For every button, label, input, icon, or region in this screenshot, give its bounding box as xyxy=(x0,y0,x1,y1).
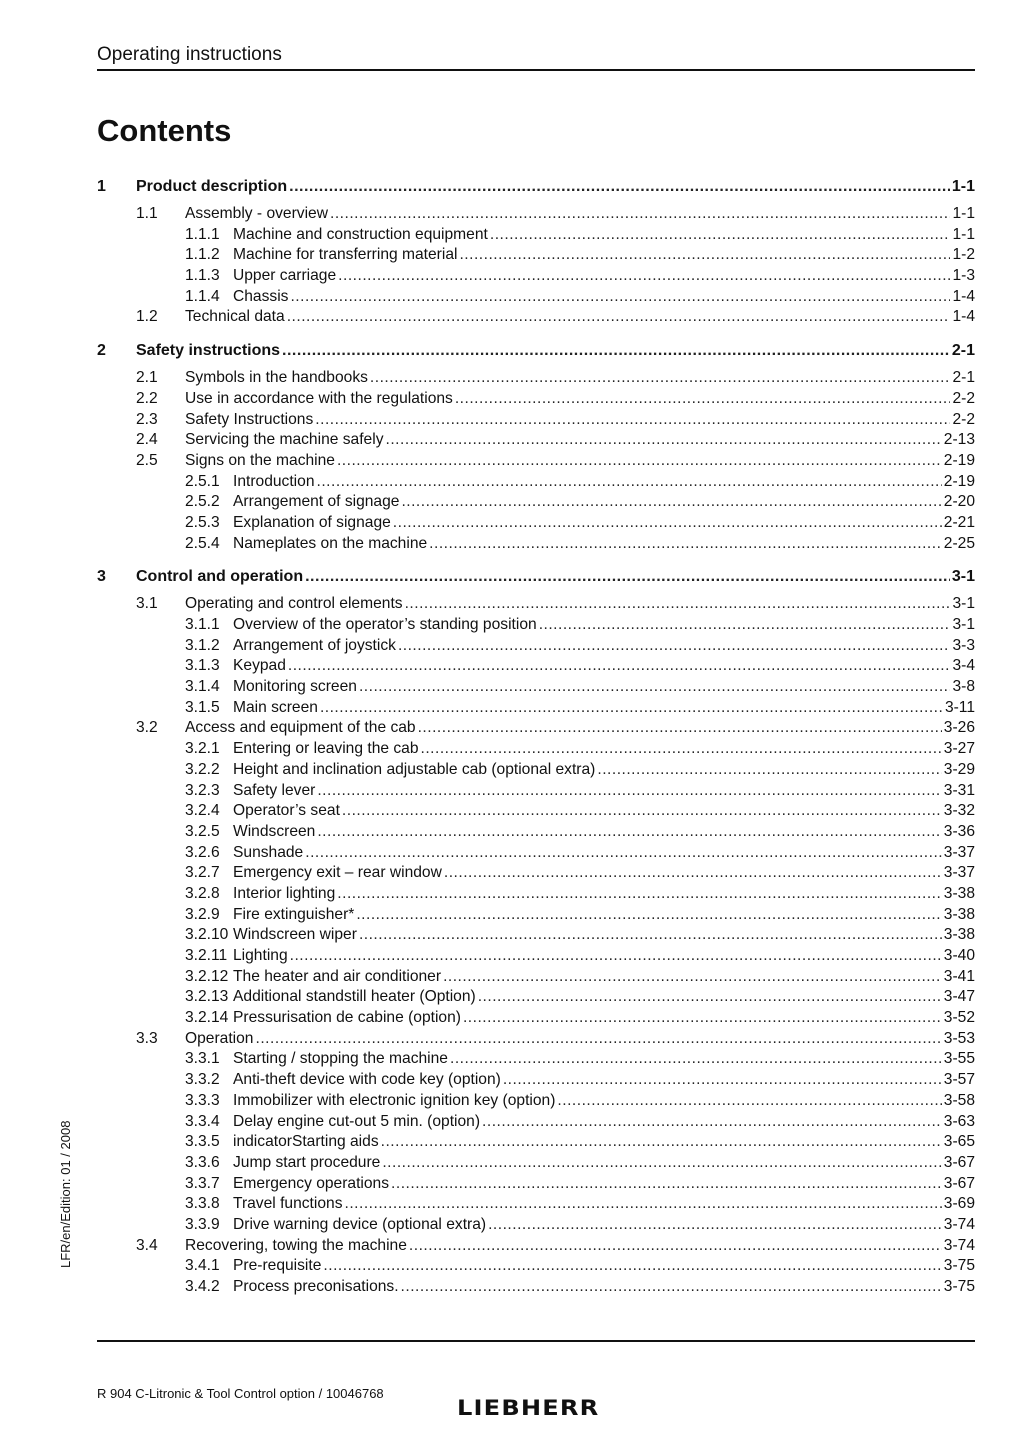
toc-entry-page: 3-36 xyxy=(943,822,975,840)
toc-entry[interactable] xyxy=(97,656,975,677)
toc-entry-page: 3-63 xyxy=(943,1112,975,1130)
toc-entry-number: 3 xyxy=(97,568,106,586)
toc-entry-number: 1.1 xyxy=(136,205,158,222)
toc-chapter-entry[interactable] xyxy=(97,175,975,199)
toc-entry-number: 3.2.14 xyxy=(185,1009,229,1027)
toc-entry-number: 2.5 xyxy=(136,451,158,469)
toc-entry-number: 2.1 xyxy=(136,369,158,387)
toc-dot-leader xyxy=(429,534,942,555)
toc-entry[interactable] xyxy=(97,1194,975,1215)
toc-entry-page: 3-4 xyxy=(952,657,975,675)
toc-dot-leader xyxy=(282,339,950,363)
toc-dot-leader xyxy=(305,565,950,589)
toc-entry-page: 3-8 xyxy=(952,678,975,696)
toc-entry-title: Emergency operations xyxy=(233,1174,390,1192)
toc-entry-number: 2.3 xyxy=(136,410,158,428)
toc-entry-number: 3.3.3 xyxy=(185,1091,220,1109)
toc-entry-title: indicatorStarting aids xyxy=(233,1133,379,1151)
toc-entry-number: 2.5.3 xyxy=(185,513,220,531)
toc-entry-page: 2-25 xyxy=(943,534,975,552)
toc-entry-number: 2.5.4 xyxy=(185,534,220,552)
toc-entry[interactable] xyxy=(97,472,975,493)
toc-entry-number: 1.1.3 xyxy=(185,267,220,285)
toc-entry-number: 3.1.4 xyxy=(185,678,220,696)
toc-entry-number: 3.1.1 xyxy=(185,616,220,633)
toc-entry[interactable] xyxy=(97,905,975,926)
toc-entry-page: 3-55 xyxy=(943,1050,975,1068)
toc-entry-title: Assembly - overview xyxy=(185,205,328,222)
toc-entry-title: Safety Instructions xyxy=(185,410,314,428)
toc-entry-page: 2-1 xyxy=(951,342,975,360)
toc-dot-leader xyxy=(409,1236,942,1257)
toc-entry[interactable] xyxy=(97,843,975,864)
toc-entry-title: Height and inclination adjustable cab (optional extra) xyxy=(233,760,596,778)
toc-entry-number: 3.4.1 xyxy=(185,1257,220,1275)
toc-entry-number: 3.1.3 xyxy=(185,657,220,675)
toc-entry-page: 3-53 xyxy=(943,1029,975,1047)
toc-entry-page: 3-67 xyxy=(943,1153,975,1171)
toc-entry-page: 3-74 xyxy=(943,1236,975,1254)
toc-entry-title: Nameplates on the machine xyxy=(233,534,428,552)
toc-entry[interactable] xyxy=(97,430,975,451)
toc-entry[interactable] xyxy=(97,636,975,657)
toc-entry-title: Product description xyxy=(136,178,288,195)
toc-spacer xyxy=(97,554,975,565)
toc-entry-page: 3-47 xyxy=(943,988,975,1006)
toc-entry-title: Process preconisations. xyxy=(233,1278,399,1295)
toc-entry[interactable] xyxy=(97,1236,975,1257)
toc-entry-number: 3.2.4 xyxy=(185,802,220,820)
toc-entry-title: Main screen xyxy=(233,698,318,716)
toc-entry-number: 1 xyxy=(97,178,106,195)
toc-dot-leader xyxy=(482,1112,942,1133)
toc-dot-leader xyxy=(443,967,942,988)
toc-entry-page: 3-69 xyxy=(943,1195,975,1213)
toc-entry[interactable] xyxy=(97,1091,975,1112)
toc-entry-page: 1-4 xyxy=(952,308,975,326)
toc-entry-title: Windscreen wiper xyxy=(233,926,357,944)
toc-dot-leader xyxy=(356,905,941,926)
toc-entry-page: 2-19 xyxy=(943,451,975,469)
toc-entry-number: 3.2 xyxy=(136,719,158,737)
toc-entry-page: 2-2 xyxy=(952,410,975,428)
toc-entry[interactable] xyxy=(97,1153,975,1174)
toc-entry[interactable] xyxy=(97,368,975,389)
toc-spacer xyxy=(97,328,975,339)
toc-entry-page: 3-26 xyxy=(943,719,975,737)
toc-entry-title: Operating and control elements xyxy=(185,595,403,613)
toc-entry-title: Operator’s seat xyxy=(233,802,340,820)
toc-dot-leader xyxy=(288,656,951,677)
toc-dot-leader xyxy=(342,801,942,822)
toc-entry-number: 1.1.4 xyxy=(185,287,220,305)
toc-dot-leader xyxy=(359,925,942,946)
toc-entry-number: 1.1.2 xyxy=(185,246,220,264)
toc-dot-leader xyxy=(401,1277,942,1298)
toc-entry-title: Entering or leaving the cab xyxy=(233,740,419,758)
toc-entry-number: 3.3.4 xyxy=(185,1112,220,1130)
toc-dot-leader xyxy=(490,225,951,246)
toc-entry-number: 2.5.2 xyxy=(185,493,220,511)
toc-entry-page: 3-74 xyxy=(943,1215,975,1233)
footer-divider xyxy=(97,1340,975,1342)
toc-entry-page: 3-32 xyxy=(943,802,975,820)
toc-entry-page: 3-40 xyxy=(943,947,975,964)
toc-entry-title: Servicing the machine safely xyxy=(185,431,384,449)
toc-entry-number: 3.3.2 xyxy=(185,1071,220,1089)
toc-entry-title: Arrangement of signage xyxy=(233,493,400,511)
toc-entry-number: 1.2 xyxy=(136,308,158,326)
toc-entry[interactable] xyxy=(97,822,975,843)
toc-entry-title: Access and equipment of the cab xyxy=(185,719,416,737)
toc-entry-page: 3-67 xyxy=(943,1174,975,1192)
toc-entry-page: 1-1 xyxy=(951,178,975,195)
toc-entry[interactable] xyxy=(97,1112,975,1133)
toc-dot-leader xyxy=(539,615,951,636)
toc-entry-page: 1-1 xyxy=(952,225,975,243)
toc-entry-title: Control and operation xyxy=(136,568,304,586)
toc-entry-title: Safety lever xyxy=(233,781,316,799)
toc-dot-leader xyxy=(289,175,950,199)
toc-entry-title: Explanation of signage xyxy=(233,513,391,531)
toc-entry[interactable] xyxy=(97,1132,975,1153)
toc-entry-page: 2-19 xyxy=(943,472,975,490)
toc-entry-title: Lighting xyxy=(233,947,288,964)
toc-entry[interactable] xyxy=(97,863,975,884)
toc-dot-leader xyxy=(337,884,942,905)
toc-entry-number: 3.2.6 xyxy=(185,843,220,861)
toc-entry-title: Machine and construction equipment xyxy=(233,225,488,243)
toc-entry-title: Machine for transferring material xyxy=(233,246,458,264)
toc-entry-title: Starting / stopping the machine xyxy=(233,1050,448,1068)
toc-entry-number: 1.1.1 xyxy=(185,225,220,243)
toc-dot-leader xyxy=(255,1029,941,1050)
toc-entry-number: 3.3.5 xyxy=(185,1133,220,1151)
toc-entry-title: Anti-theft device with code key (option) xyxy=(233,1071,501,1089)
toc-entry-number: 3.2.10 xyxy=(185,926,229,944)
toc-dot-leader xyxy=(557,1091,941,1112)
toc-entry-number: 3.2.3 xyxy=(185,781,220,799)
toc-entry-title: Sunshade xyxy=(233,843,304,861)
toc-entry-number: 3.3.7 xyxy=(185,1174,220,1192)
toc-entry[interactable] xyxy=(97,615,975,636)
toc-entry-page: 1-2 xyxy=(952,246,975,264)
toc-dot-leader xyxy=(338,266,950,287)
toc-entry-title: Immobilizer with electronic ignition key (option) xyxy=(233,1091,556,1109)
toc-entry-page: 1-3 xyxy=(952,267,975,285)
toc-dot-leader xyxy=(382,1153,941,1174)
toc-dot-leader xyxy=(478,987,942,1008)
toc-entry-page: 3-29 xyxy=(943,760,975,778)
toc-entry-number: 3.4 xyxy=(136,1236,158,1254)
toc-dot-leader xyxy=(320,698,943,719)
toc-entry-page: 2-2 xyxy=(952,389,975,407)
toc-entry[interactable] xyxy=(97,451,975,472)
toc-entry[interactable] xyxy=(97,739,975,760)
toc-entry-title: Additional standstill heater (Option) xyxy=(233,988,476,1006)
toc-dot-leader xyxy=(315,410,950,431)
toc-dot-leader xyxy=(337,451,942,472)
toc-entry[interactable] xyxy=(97,266,975,287)
toc-entry[interactable] xyxy=(97,1070,975,1091)
toc-entry-page: 3-57 xyxy=(943,1071,975,1089)
toc-entry-title: Fire extinguisher* xyxy=(233,905,355,923)
toc-dot-leader xyxy=(597,760,941,781)
toc-entry-title: Monitoring screen xyxy=(233,678,357,696)
toc-entry-page: 3-38 xyxy=(943,884,975,902)
toc-entry-page: 3-1 xyxy=(952,616,975,633)
toc-entry[interactable] xyxy=(97,225,975,246)
toc-dot-leader xyxy=(330,204,950,225)
toc-entry-page: 3-75 xyxy=(943,1257,975,1275)
toc-entry-page: 3-31 xyxy=(943,781,975,799)
toc-entry-title: Emergency exit – rear window xyxy=(233,864,442,882)
toc-entry-title: Recovering, towing the machine xyxy=(185,1236,407,1254)
toc-entry-page: 2-21 xyxy=(943,513,975,531)
header-divider xyxy=(97,69,975,71)
toc-entry-title: Jump start procedure xyxy=(233,1153,381,1171)
toc-entry[interactable] xyxy=(97,801,975,822)
toc-entry-page: 2-20 xyxy=(943,493,975,511)
toc-dot-leader xyxy=(463,1008,942,1029)
toc-entry[interactable] xyxy=(97,245,975,266)
toc-entry-page: 3-1 xyxy=(951,568,975,586)
liebherr-logo: LIEBHERR xyxy=(457,1396,600,1420)
toc-entry[interactable] xyxy=(97,987,975,1008)
toc-entry-number: 3.2.9 xyxy=(185,905,220,923)
toc-dot-leader xyxy=(317,822,941,843)
toc-entry-number: 3.2.8 xyxy=(185,884,220,902)
toc-dot-leader xyxy=(391,1174,942,1195)
toc-entry-number: 2 xyxy=(97,342,106,360)
toc-entry[interactable] xyxy=(97,594,975,615)
toc-entry-number: 3.2.1 xyxy=(185,740,220,758)
toc-entry-page: 3-3 xyxy=(952,636,975,654)
toc-entry-title: Drive warning device (optional extra) xyxy=(233,1215,487,1233)
toc-entry-page: 3-37 xyxy=(943,864,975,882)
toc-dot-leader xyxy=(290,946,942,967)
toc-dot-leader xyxy=(444,863,942,884)
toc-entry-page: 3-38 xyxy=(943,926,975,944)
toc-dot-leader xyxy=(370,368,951,389)
toc-dot-leader xyxy=(290,287,950,308)
toc-entry[interactable] xyxy=(97,1215,975,1236)
toc-dot-leader xyxy=(386,430,942,451)
toc-dot-leader xyxy=(393,513,942,534)
toc-entry-title: The heater and air conditioner xyxy=(233,967,442,985)
toc-dot-leader xyxy=(305,843,942,864)
toc-entry[interactable] xyxy=(97,1008,975,1029)
toc-dot-leader xyxy=(359,677,951,698)
toc-entry-page: 3-11 xyxy=(944,698,975,716)
toc-entry-page: 1-4 xyxy=(952,287,975,305)
toc-entry-number: 3.3.1 xyxy=(185,1050,220,1068)
toc-entry[interactable] xyxy=(97,718,975,739)
toc-dot-leader xyxy=(455,389,951,410)
toc-entry-page: 3-1 xyxy=(952,595,975,613)
toc-entry-page: 3-37 xyxy=(943,843,975,861)
toc-entry-title: Pre-requisite xyxy=(233,1257,322,1275)
toc-entry-title: Upper carriage xyxy=(233,267,337,285)
toc-entry-number: 3.1.2 xyxy=(185,636,220,654)
toc-entry-number: 3.1.5 xyxy=(185,698,220,716)
toc-entry[interactable] xyxy=(97,534,975,555)
toc-entry[interactable] xyxy=(97,967,975,988)
toc-entry[interactable] xyxy=(97,1049,975,1070)
toc-entry[interactable] xyxy=(97,492,975,513)
contents-heading: Contents xyxy=(97,113,232,148)
toc-entry-number: 2.2 xyxy=(136,389,158,407)
toc-entry[interactable] xyxy=(97,1029,975,1050)
toc-entry-page: 2-1 xyxy=(952,369,975,387)
toc-dot-leader xyxy=(421,739,942,760)
toc-entry[interactable] xyxy=(97,946,975,967)
toc-entry-number: 3.2.11 xyxy=(185,947,228,964)
toc-dot-leader xyxy=(398,636,951,657)
toc-dot-leader xyxy=(287,307,951,328)
toc-entry-page: 3-38 xyxy=(943,905,975,923)
toc-entry-title: Introduction xyxy=(233,472,315,490)
toc-entry[interactable] xyxy=(97,781,975,802)
toc-dot-leader xyxy=(450,1049,942,1070)
footer-document-id: R 904 C-Litronic & Tool Control option / 10046768 xyxy=(97,1386,384,1401)
toc-entry[interactable] xyxy=(97,698,975,719)
toc-entry-page: 2-13 xyxy=(943,431,975,449)
toc-entry[interactable] xyxy=(97,513,975,534)
toc-entry[interactable] xyxy=(97,1277,975,1298)
toc-dot-leader xyxy=(345,1194,942,1215)
toc-entry-number: 3.2.13 xyxy=(185,988,229,1006)
toc-entry-number: 3.2.2 xyxy=(185,760,220,778)
toc-dot-leader xyxy=(418,718,942,739)
toc-entry-number: 3.1 xyxy=(136,595,158,613)
toc-chapter-entry[interactable] xyxy=(97,565,975,589)
table-of-contents xyxy=(97,175,975,1298)
toc-entry[interactable] xyxy=(97,677,975,698)
toc-entry-title: Chassis xyxy=(233,287,289,305)
toc-dot-leader xyxy=(405,594,951,615)
toc-entry-page: 3-58 xyxy=(943,1091,975,1109)
toc-entry-title: Travel functions xyxy=(233,1195,343,1213)
toc-entry-title: Overview of the operator’s standing position xyxy=(233,616,537,633)
toc-entry-title: Windscreen xyxy=(233,822,316,840)
toc-entry-number: 3.2.12 xyxy=(185,967,229,985)
toc-entry-number: 3.2.5 xyxy=(185,822,220,840)
toc-chapter-entry[interactable] xyxy=(97,339,975,363)
toc-entry[interactable] xyxy=(97,410,975,431)
toc-entry-title: Technical data xyxy=(185,308,285,326)
toc-dot-leader xyxy=(381,1132,942,1153)
toc-entry-page: 3-75 xyxy=(943,1278,975,1295)
toc-entry-number: 2.4 xyxy=(136,431,158,449)
toc-entry-title: Pressurisation de cabine (option) xyxy=(233,1009,461,1027)
toc-entry-number: 2.5.1 xyxy=(185,472,220,490)
toc-entry-page: 1-1 xyxy=(952,205,975,222)
toc-entry-number: 3.2.7 xyxy=(185,864,220,882)
toc-dot-leader xyxy=(317,781,941,802)
toc-entry[interactable] xyxy=(97,389,975,410)
toc-entry-title: Use in accordance with the regulations xyxy=(185,389,453,407)
toc-entry-title: Symbols in the handbooks xyxy=(185,369,368,387)
page-header-title: Operating instructions xyxy=(97,44,282,65)
toc-entry-title: Arrangement of joystick xyxy=(233,636,396,654)
edition-side-label: LFR/en/Edition: 01 / 2008 xyxy=(58,1120,73,1268)
toc-dot-leader xyxy=(503,1070,942,1091)
toc-entry-title: Keypad xyxy=(233,657,286,675)
toc-entry-title: Delay engine cut-out 5 min. (option) xyxy=(233,1112,481,1130)
toc-dot-leader xyxy=(323,1256,941,1277)
toc-dot-leader xyxy=(317,472,942,493)
toc-entry[interactable] xyxy=(97,1256,975,1277)
toc-entry[interactable] xyxy=(97,307,975,328)
toc-entry-title: Operation xyxy=(185,1029,254,1047)
toc-dot-leader xyxy=(459,245,950,266)
toc-entry-number: 3.3.6 xyxy=(185,1153,220,1171)
toc-entry[interactable] xyxy=(97,925,975,946)
toc-entry-number: 3.3 xyxy=(136,1029,158,1047)
toc-entry-number: 3.4.2 xyxy=(185,1278,220,1295)
toc-entry-title: Signs on the machine xyxy=(185,451,335,469)
toc-entry-number: 3.3.9 xyxy=(185,1215,220,1233)
toc-dot-leader xyxy=(488,1215,942,1236)
toc-dot-leader xyxy=(401,492,941,513)
toc-entry-number: 3.3.8 xyxy=(185,1195,220,1213)
toc-entry[interactable] xyxy=(97,204,975,225)
toc-entry[interactable] xyxy=(97,287,975,308)
toc-entry-page: 3-65 xyxy=(943,1133,975,1151)
toc-entry-page: 3-52 xyxy=(943,1009,975,1027)
toc-entry-page: 3-27 xyxy=(943,740,975,758)
toc-entry-title: Safety instructions xyxy=(136,342,281,360)
toc-entry-title: Interior lighting xyxy=(233,884,336,902)
toc-entry[interactable] xyxy=(97,884,975,905)
toc-entry[interactable] xyxy=(97,1174,975,1195)
toc-entry[interactable] xyxy=(97,760,975,781)
toc-entry-page: 3-41 xyxy=(943,967,975,985)
